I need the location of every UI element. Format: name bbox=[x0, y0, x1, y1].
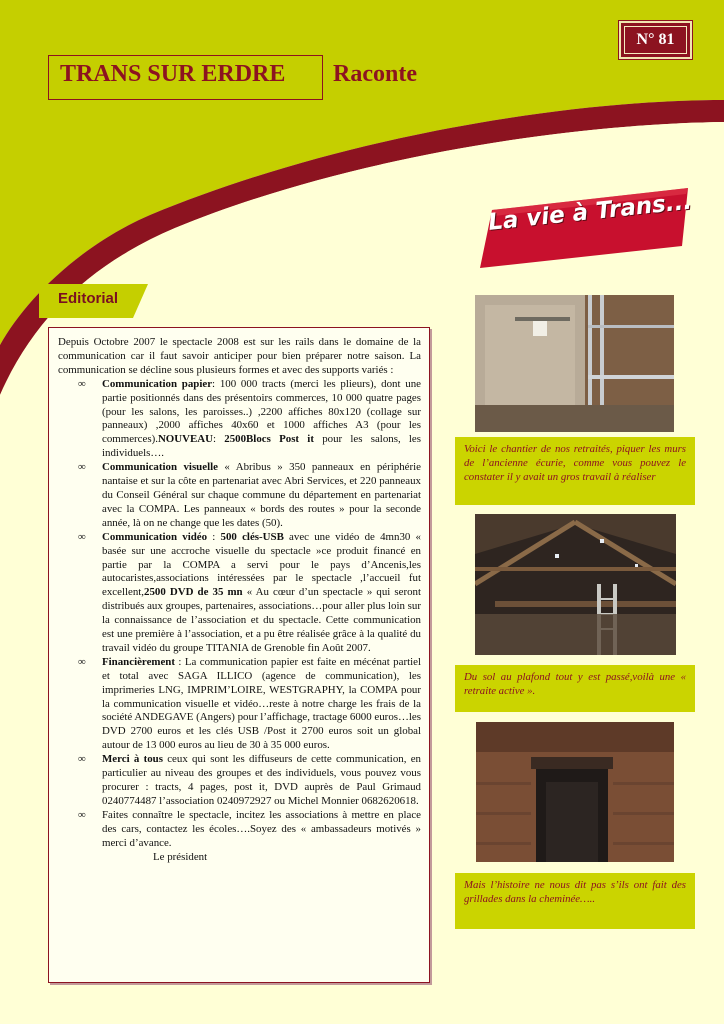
photo-caption: Du sol au plafond tout y est passé,voilà une « retraite active ». bbox=[455, 665, 695, 712]
infinity-bullet-icon: ∞ bbox=[78, 808, 86, 821]
issue-number-badge bbox=[619, 21, 692, 59]
list-item: ∞ Financièrement : La communication papier est faite en mécénat partiel et total avec SAGA ILLICO (agence de communication), les imprimeries LNG, IMPRIM’LOIRE, WESTGRAPHY, la COMPA pour la communication visuelle et vidéo…reste à notre charge les frais de la société ANDEGAVE (Angers) pour l’affichage, tractage 6000 euros…les DVD 2700 euros et les clés USB /Post it 2700 euros soit un global autour de 13 000 euros au lieu de 30 à 35 000 euros. bbox=[78, 655, 421, 752]
photo-caption: Voici le chantier de nos retraités, piquer les murs de l’ancienne écurie, comme vous pouvez le constater il y avait un gros travail à réaliser bbox=[455, 437, 695, 505]
list-item: ∞ Communication visuelle « Abribus » 350 panneaux en périphérie nantaise et sur la côte en partenariat avec Abri Services, et 220 panneaux du Conseil Général sur chaque commune du département en partenariat avec la COMPA. Les panneaux « bords des routes » pour la seconde année, là on ne change que les dates (50). bbox=[78, 461, 421, 529]
infinity-bullet-icon: ∞ bbox=[78, 530, 86, 543]
infinity-bullet-icon: ∞ bbox=[78, 655, 86, 668]
photo-roof-timbers bbox=[475, 514, 676, 655]
issue-number: N° 81 bbox=[624, 26, 687, 54]
infinity-bullet-icon: ∞ bbox=[78, 377, 86, 390]
editorial-list bbox=[58, 378, 421, 851]
editorial-intro: Depuis Octobre 2007 le spectacle 2008 est sur les rails dans le domaine de la communication car il faut savoir anticiper pour bien préparer notre saison. La communication se décline sous plusieurs formes et avec des supports variés : bbox=[58, 336, 421, 376]
photo-wall-scaffolding bbox=[475, 295, 674, 432]
list-item: ∞ Communication vidéo : 500 clés-USB avec une vidéo de 4mn30 « basée sur une accroche visuelle du spectacle »ce produit financé en partie par la COMPA a servi pour le pays d’Ancenis,les autocaristes,associations intéressées par le spectacle ,l’accueil fut excellent,2500 DVD de 35 mn « Au cœur d’un spectacle » qui seront distribués aux groupes, partenaires, associations…pour aller plus loin sur la connaissance de l’association et du spectacle. Cette communication est une première à l’association, et a pu être réalisée grâce à la qualité du travail vidéo du groupe TITANIA de Grenoble fin Août 2007. bbox=[78, 530, 421, 654]
banner-text: La vie à Trans... bbox=[487, 188, 694, 236]
list-item: ∞ Merci à tous ceux qui sont les diffuseurs de cette communication, en particulier au niveau des groupes et des individuels, vous pouvez vous procurer : tracts, 4 pages, post it, DVD auprès de Paul Grimaud 0240774487 l’association 0240972927 ou Michel Monnier 0682620618. bbox=[78, 753, 421, 807]
infinity-bullet-icon: ∞ bbox=[78, 753, 86, 766]
editorial-heading: Editorial bbox=[58, 290, 119, 307]
infinity-bullet-icon: ∞ bbox=[78, 461, 86, 474]
newsletter-title: TRANS SUR ERDRE bbox=[60, 61, 286, 87]
editorial-box bbox=[48, 327, 430, 983]
newsletter-subtitle: Raconte bbox=[333, 61, 417, 87]
photo-caption: Mais l’histoire ne nous dit pas s’ils ont fait des grillades dans la cheminée….. bbox=[455, 873, 695, 929]
photo-fireplace bbox=[476, 722, 674, 862]
list-item: ∞ Faites connaître le spectacle, incitez les associations à mettre en place des cars, contactez les écoles….Soyez des « ambassadeurs motivés » merci d’avance. bbox=[78, 808, 421, 849]
list-item: ∞ Communication papier: 100 000 tracts (merci les plieurs), dont une partie positionnés dans des présentoirs commerces, 10 000 quatre pages (pour les salons, les paroisses..) ,2200 affiches 80x120 (collage sur panneaux) ,2000 affiches 40x60 et 1000 affiches A3 (pour les commerces).NOUVEAU: 2500Blocs Post it pour les salons, les individuels…. bbox=[78, 377, 422, 460]
editorial-signature: Le président bbox=[153, 850, 208, 863]
